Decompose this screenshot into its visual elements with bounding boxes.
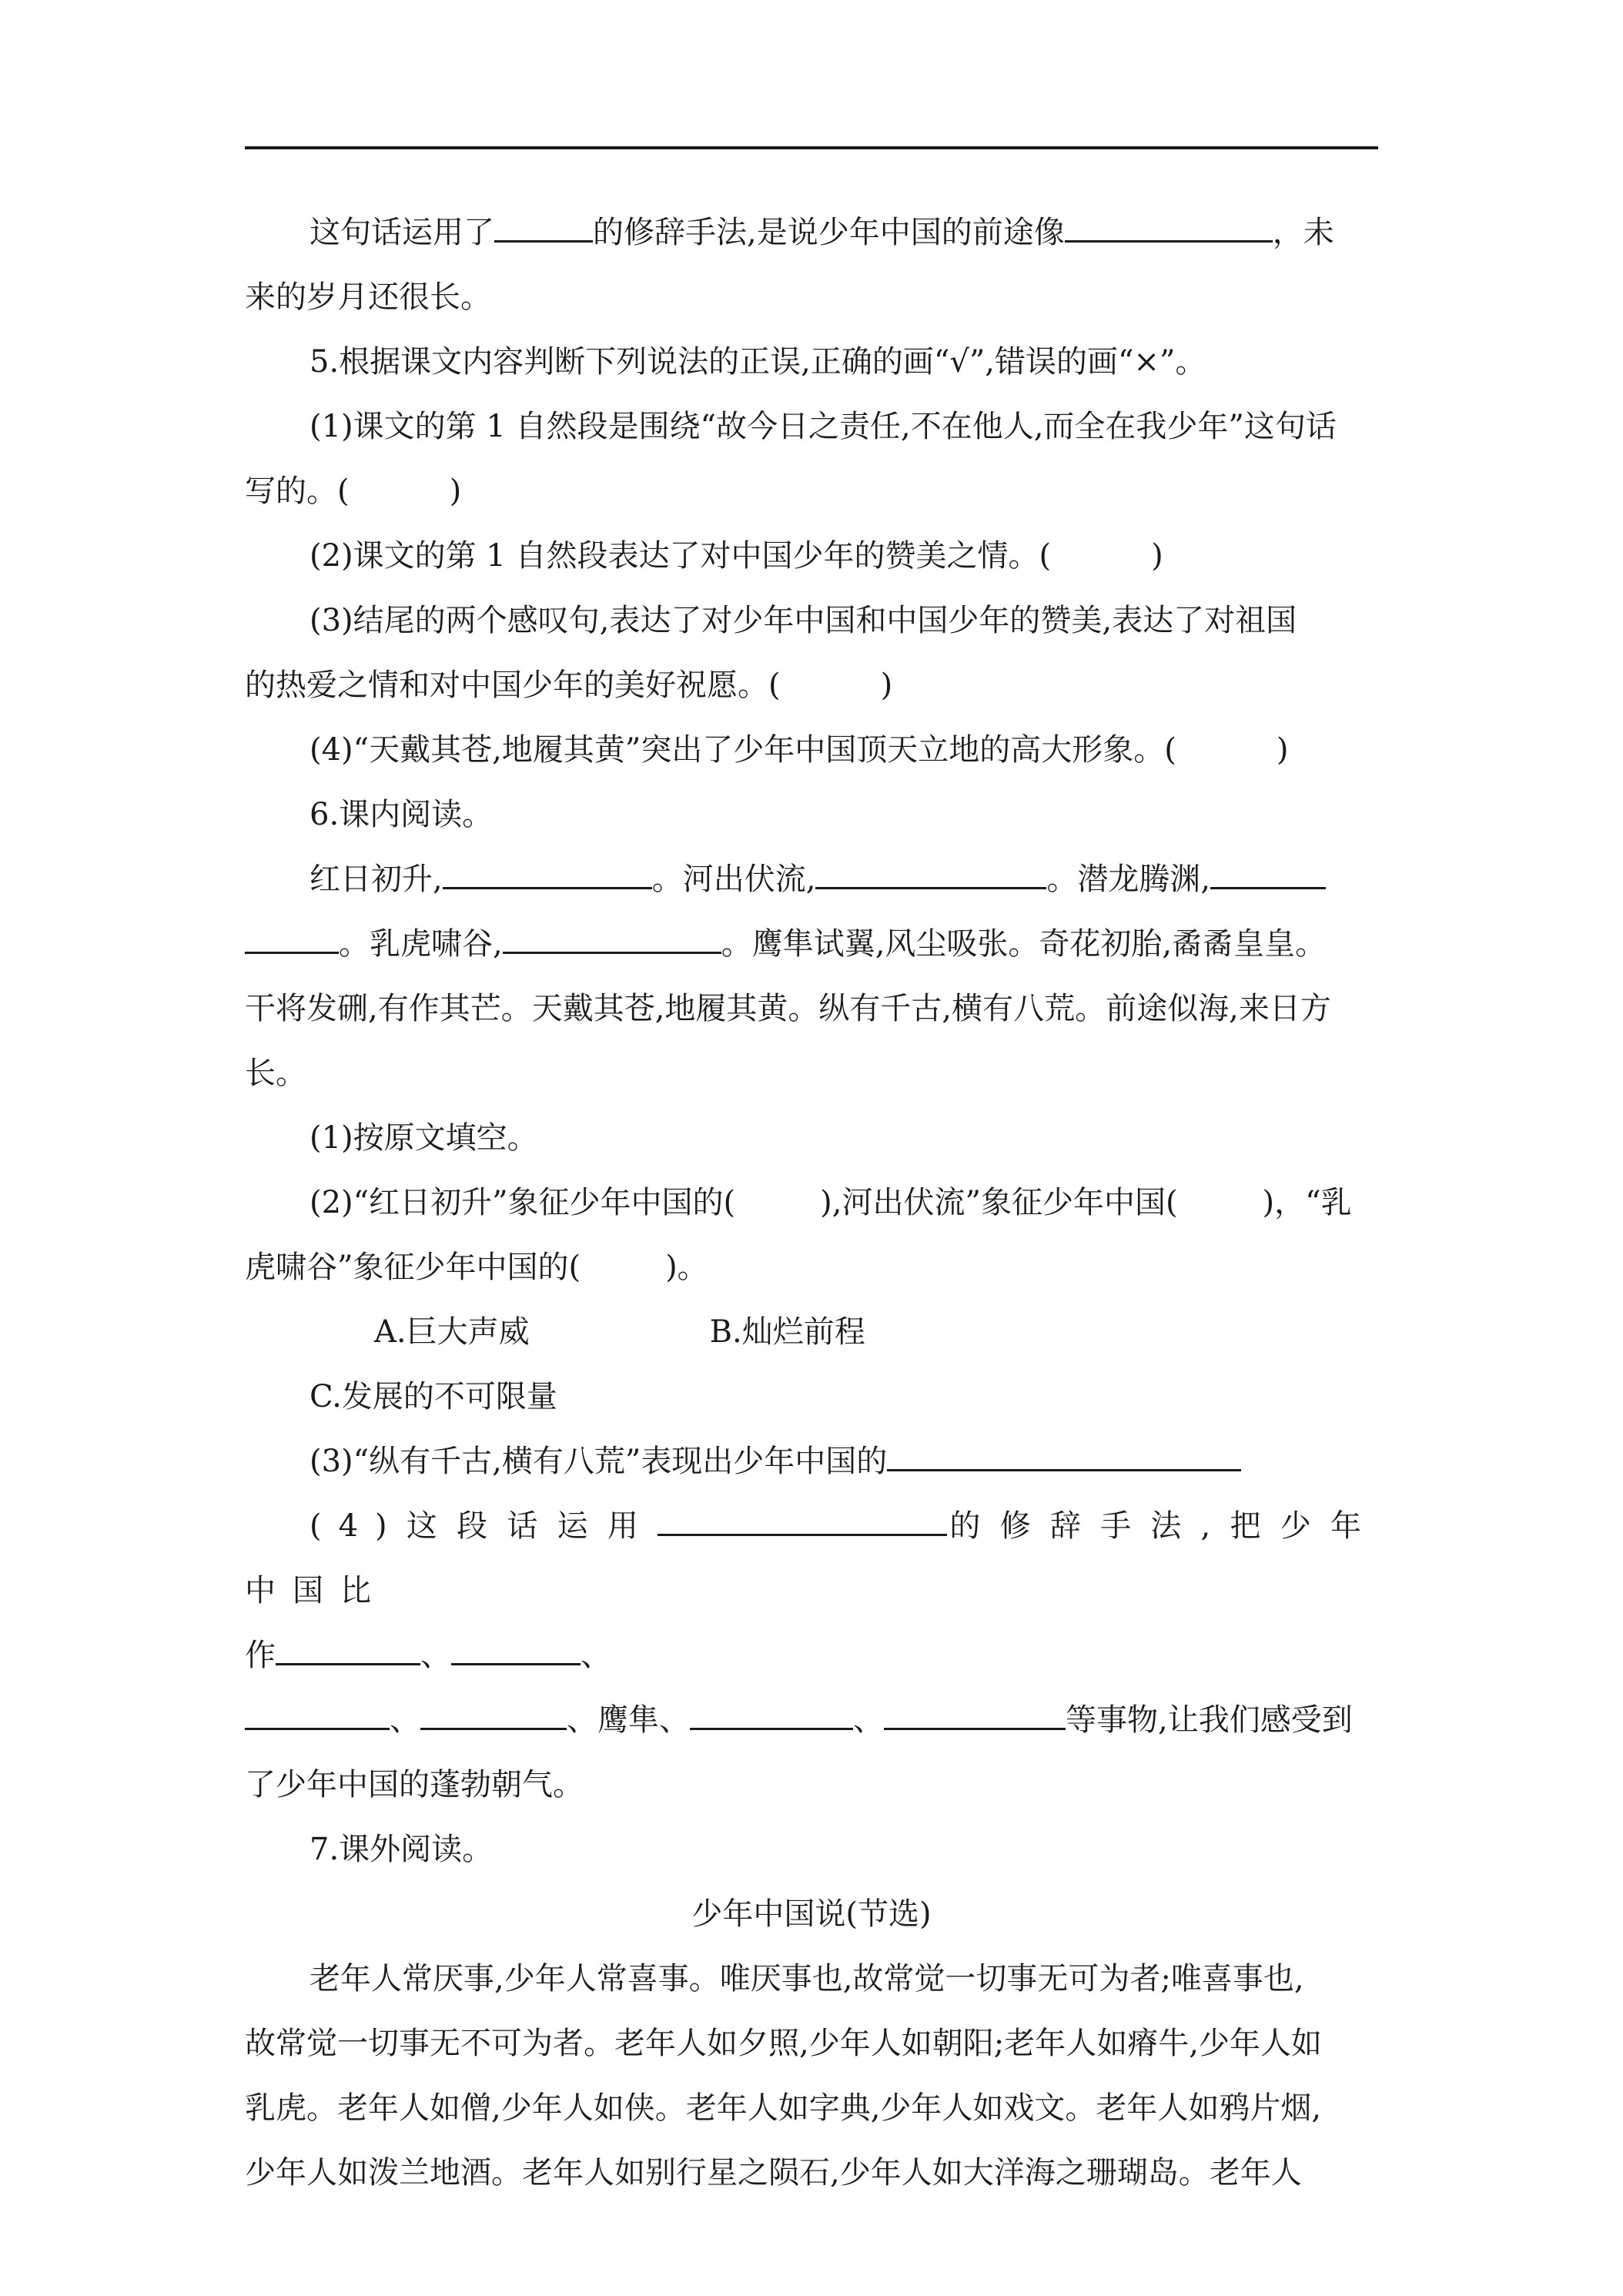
q6-text: (2)“红日初升”象征少年中国的( xyxy=(310,1185,736,1220)
answer-blank[interactable] xyxy=(690,1702,853,1730)
answer-blank[interactable] xyxy=(245,925,339,954)
q5-item-1: (1)课文的第 1 自然段是围绕“故今日之责任,不在他人,而全在我少年”这句话 xyxy=(310,409,1337,444)
answer-blank[interactable] xyxy=(503,925,721,954)
q6-sub-4-cont-2 xyxy=(245,1688,1378,1752)
q5-item-4 xyxy=(245,718,1378,782)
separator: 、 xyxy=(420,1638,451,1673)
q7-line-3: 乳虎。老年人如僧,少年人如侠。老年人如字典,少年人如戏文。老年人如鸦片烟, xyxy=(245,2090,1322,2126)
q7-line-2: 故常觉一切事无不可为者。老年人如夕照,少年人如朝阳;老年人如瘠牛,少年人如 xyxy=(245,2026,1322,2061)
q7-heading: 少年中国说(节选) xyxy=(691,1896,932,1932)
q5-text: (2)课文的第 1 自然段表达了对中国少年的赞美之情。( xyxy=(310,538,1052,574)
paren-close: ) xyxy=(880,668,893,703)
answer-blank[interactable] xyxy=(1065,214,1273,243)
answer-blank[interactable] xyxy=(1210,861,1326,889)
q6-text: )。 xyxy=(665,1250,708,1285)
q5-item-1-cont xyxy=(245,459,1378,524)
q5-item-2 xyxy=(245,524,1378,588)
q6-sub-3 xyxy=(245,1429,1378,1494)
answer-blank[interactable] xyxy=(443,861,652,889)
q7-line-4: 少年人如泼兰地酒。老年人如别行星之陨石,少年人如大洋海之珊瑚岛。老年人 xyxy=(245,2155,1302,2191)
q6-sub-2 xyxy=(245,1170,1378,1235)
q4-text: 的修辞手法,是说少年中国的前途像 xyxy=(593,215,1065,250)
q4-text: ，未 xyxy=(1272,215,1334,250)
passage-text: 。乳虎啸谷, xyxy=(339,926,503,962)
q6-text: )，“乳 xyxy=(1262,1185,1352,1220)
q4-line-1 xyxy=(245,200,1378,265)
q6-text: 、鹰隼、 xyxy=(567,1702,690,1738)
separator: 、 xyxy=(581,1638,611,1673)
answer-blank[interactable] xyxy=(276,1637,420,1665)
q6-sub-4-cont-3: 了少年中国的蓬勃朝气。 xyxy=(245,1767,584,1802)
q6-text: (4)这段话运用 xyxy=(310,1508,658,1544)
q7-line-1: 老年人常厌事,少年人常喜事。唯厌事也,故常觉一切事无可为者;唯喜事也, xyxy=(310,1961,1304,1996)
answer-blank[interactable] xyxy=(420,1702,567,1730)
q6-text: ),河出伏流”象征少年中国( xyxy=(820,1185,1178,1220)
answer-blank[interactable] xyxy=(884,1702,1066,1730)
answer-blank[interactable] xyxy=(658,1508,947,1536)
q6-passage-line-3: 干将发硎,有作其芒。天戴其苍,地履其黄。纵有千古,横有八荒。前途似海,来日方 xyxy=(245,991,1331,1026)
passage-text: 。鹰隼试翼,风尘吸张。奇花初胎,矞矞皇皇。 xyxy=(721,926,1327,962)
option-c: C.发展的不可限量 xyxy=(310,1379,557,1414)
q6-text: 的修辞手法,把少年中国比 xyxy=(245,1508,1378,1608)
answer-blank[interactable] xyxy=(245,1702,390,1730)
paren-close: ) xyxy=(1276,732,1289,768)
q6-title: 6.课内阅读。 xyxy=(310,797,494,832)
answer-blank[interactable] xyxy=(815,861,1046,889)
q6-text: 虎啸谷”象征少年中国的( xyxy=(245,1250,581,1285)
passage-text: 。河出伏流, xyxy=(651,862,816,897)
header-rule xyxy=(245,146,1378,149)
worksheet-body xyxy=(245,200,1378,2205)
q6-sub-4-cont xyxy=(245,1623,1378,1688)
q5-title: 5.根据课文内容判断下列说法的正误,正确的画“√”,错误的画“×”。 xyxy=(310,344,1206,380)
q6-passage-line-4: 长。 xyxy=(245,1056,306,1091)
q6-text: (3)“纵有千古,横有八荒”表现出少年中国的 xyxy=(310,1444,888,1479)
q4-text: 这句话运用了 xyxy=(310,215,494,250)
separator: 、 xyxy=(853,1702,884,1738)
passage-text: 红日初升, xyxy=(310,862,443,897)
q6-text: 等事物,让我们感受到 xyxy=(1066,1702,1353,1738)
q6-sub-1: (1)按原文填空。 xyxy=(310,1120,538,1156)
q5-text: 写的。( xyxy=(245,474,350,509)
q6-passage-line-1 xyxy=(245,847,1378,912)
q7-title: 7.课外阅读。 xyxy=(310,1832,494,1867)
q6-passage-line-2 xyxy=(245,912,1378,976)
q5-text: 的热爱之情和对中国少年的美好祝愿。( xyxy=(245,668,781,703)
answer-blank[interactable] xyxy=(451,1637,581,1665)
option-b: B.灿烂前程 xyxy=(709,1314,865,1350)
q6-sub-4 xyxy=(245,1494,1378,1623)
q6-text: 作 xyxy=(245,1638,276,1673)
option-a: A.巨大声威 xyxy=(374,1314,530,1350)
q6-sub-2-cont xyxy=(245,1235,1378,1300)
answer-blank[interactable] xyxy=(887,1443,1241,1471)
paren-close: ) xyxy=(1151,538,1163,574)
q5-item-3: (3)结尾的两个感叹句,表达了对少年中国和中国少年的赞美,表达了对祖国 xyxy=(310,603,1297,638)
paren-close: ) xyxy=(449,474,462,509)
answer-blank[interactable] xyxy=(494,214,593,243)
passage-text: 。潜龙腾渊, xyxy=(1046,862,1211,897)
q6-options xyxy=(245,1300,1378,1429)
q5-text: (4)“天戴其苍,地履其黄”突出了少年中国顶天立地的高大形象。( xyxy=(310,732,1176,768)
separator: 、 xyxy=(390,1702,420,1738)
q5-item-3-cont xyxy=(245,653,1378,718)
q4-line-2: 来的岁月还很长。 xyxy=(245,279,491,315)
